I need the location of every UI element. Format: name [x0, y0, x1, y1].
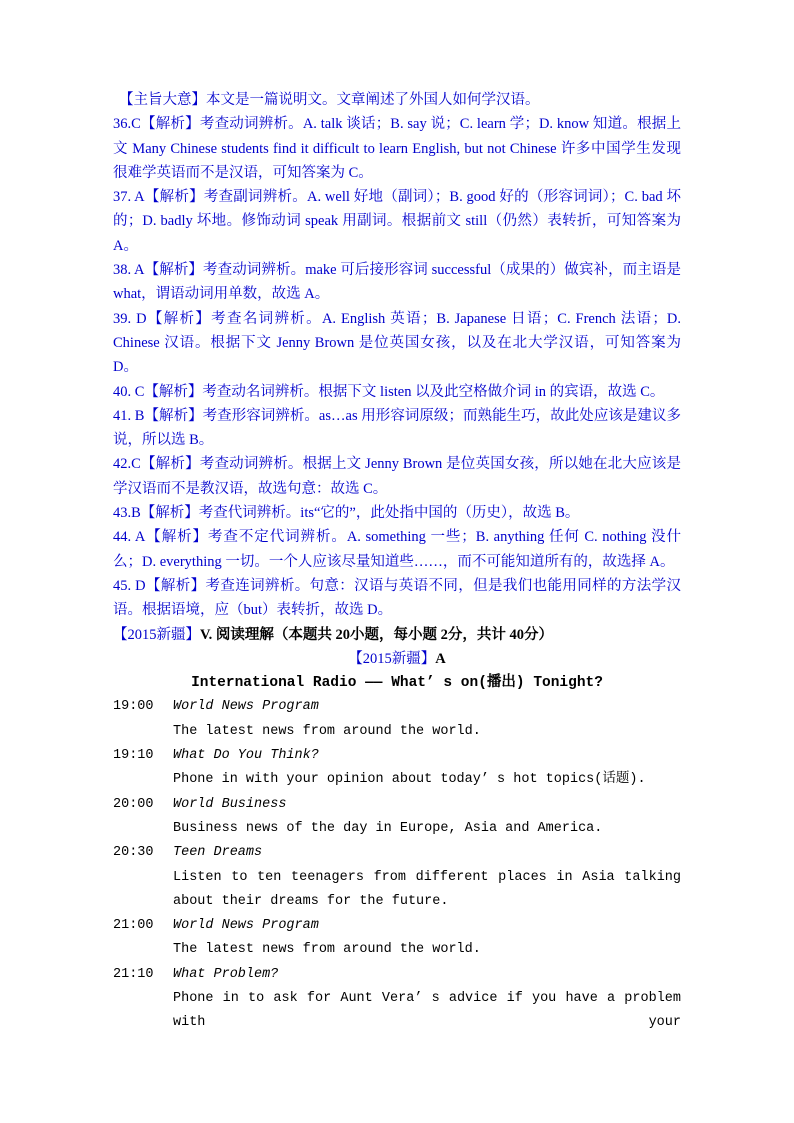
schedule-row	[113, 963, 681, 987]
program-description: The latest news from around the world.	[173, 942, 481, 958]
answer-item-36: 36.C【解析】考查动词辨析。A. talk 谈话；B. say 说；C. learn 学；D. know 知道。根据上文 Many Chinese students find it difficult to learn English, but not Chinese 许多中国学生发现很难学英语而不是汉语，可知答案为 C。	[113, 116, 681, 181]
summary-paragraph: 【主旨大意】本文是一篇说明文。文章阐述了外国人如何学汉语。	[119, 92, 540, 108]
program-title: World Business	[173, 796, 287, 812]
passage-label: A	[435, 650, 446, 667]
time-label: 21:00	[113, 918, 154, 934]
schedule-row	[113, 841, 681, 865]
answer-item-40: 40. C【解析】考查动名词辨析。根据下文 listen 以及此空格做介词 in 的宾语，故选 C。	[113, 383, 665, 400]
program-title: What Problem?	[173, 966, 279, 982]
answer-item-43: 43.B【解析】考查代词辨析。its“它的”，此处指中国的（历史），故选 B。	[113, 505, 580, 522]
program-title: World News Program	[173, 699, 319, 715]
radio-title: International Radio —— What’ s on(播出) Tonight?	[191, 675, 603, 692]
time-label: 21:10	[113, 966, 154, 982]
answer-item-37: 37. A【解析】考查副词辨析。A. well 好地（副词）；B. good 好的（形容词词）；C. bad 坏的；D. badly 坏地。修饰动词 speak 用副词。根据前文 still（仍然）表转折，可知答案为 A。	[113, 189, 681, 254]
section-heading	[113, 623, 681, 647]
answer-item-44: 44. A【解析】考查不定代词辨析。A. something 一些；B. anything 任何 C. nothing 没什么；D. everything 一切。一个人应该尽量知道些……，而不可能知道所有的，故选择 A。	[113, 529, 681, 570]
section-title: V. 阅读理解（本题共 20小题，每小题 2分，共计 40分）	[200, 626, 553, 643]
schedule-row	[113, 914, 681, 938]
program-title: World News Program	[173, 918, 319, 934]
schedule-row	[113, 695, 681, 719]
answer-item-42: 42.C【解析】考查动词辨析。根据上文 Jenny Brown 是位英国女孩，所以她在北大应该是学汉语而不是教汉语，故选句意：故选 C。	[113, 456, 681, 497]
document-body	[113, 88, 681, 1036]
answer-item-45: 45. D【解析】考查连词辨析。句意：汉语与英语不同，但是我们也能用同样的方法学汉语。根据语境，应（but）表转折，故选 D。	[113, 577, 681, 619]
schedule-row	[113, 744, 681, 768]
time-label: 19:10	[113, 748, 154, 764]
program-title: Teen Dreams	[173, 845, 263, 861]
section-source-tag: 【2015新疆】	[113, 626, 200, 643]
passage-heading	[113, 647, 681, 671]
passage-source-tag: 【2015新疆】	[348, 650, 436, 667]
program-description: Listen to ten teenagers from different places in Asia talking about their dreams for the future.	[173, 869, 681, 909]
time-label: 20:30	[113, 845, 154, 861]
program-title: What Do You Think?	[173, 748, 319, 764]
time-label: 20:00	[113, 796, 154, 812]
answer-item-38: 38. A【解析】考查动词辨析。make 可后接形容词 successful（成果的）做宾补，而主语是 what，谓语动词用单数，故选 A。	[113, 262, 681, 303]
answer-item-39: 39. D【解析】考查名词辨析。A. English 英语；B. Japanese 日语；C. French 法语；D. Chinese 汉语。根据下文 Jenny Brown 是位英国女孩，以及在北大学汉语，可知答案为 D。	[113, 310, 681, 376]
schedule-row	[113, 793, 681, 817]
program-description: Business news of the day in Europe, Asia and America.	[173, 820, 603, 836]
program-description: Phone in with your opinion about today’ s hot topics(话题).	[173, 772, 646, 788]
program-description: The latest news from around the world.	[173, 723, 481, 739]
program-description: Phone in to ask for Aunt Vera’ s advice if you have a problem with your	[173, 990, 681, 1031]
time-label: 19:00	[113, 699, 154, 715]
answer-item-41: 41. B【解析】考查形容词辨析。as…as 用形容词原级；而熟能生巧，故此处应该是建议多说，所以选 B。	[113, 407, 681, 449]
